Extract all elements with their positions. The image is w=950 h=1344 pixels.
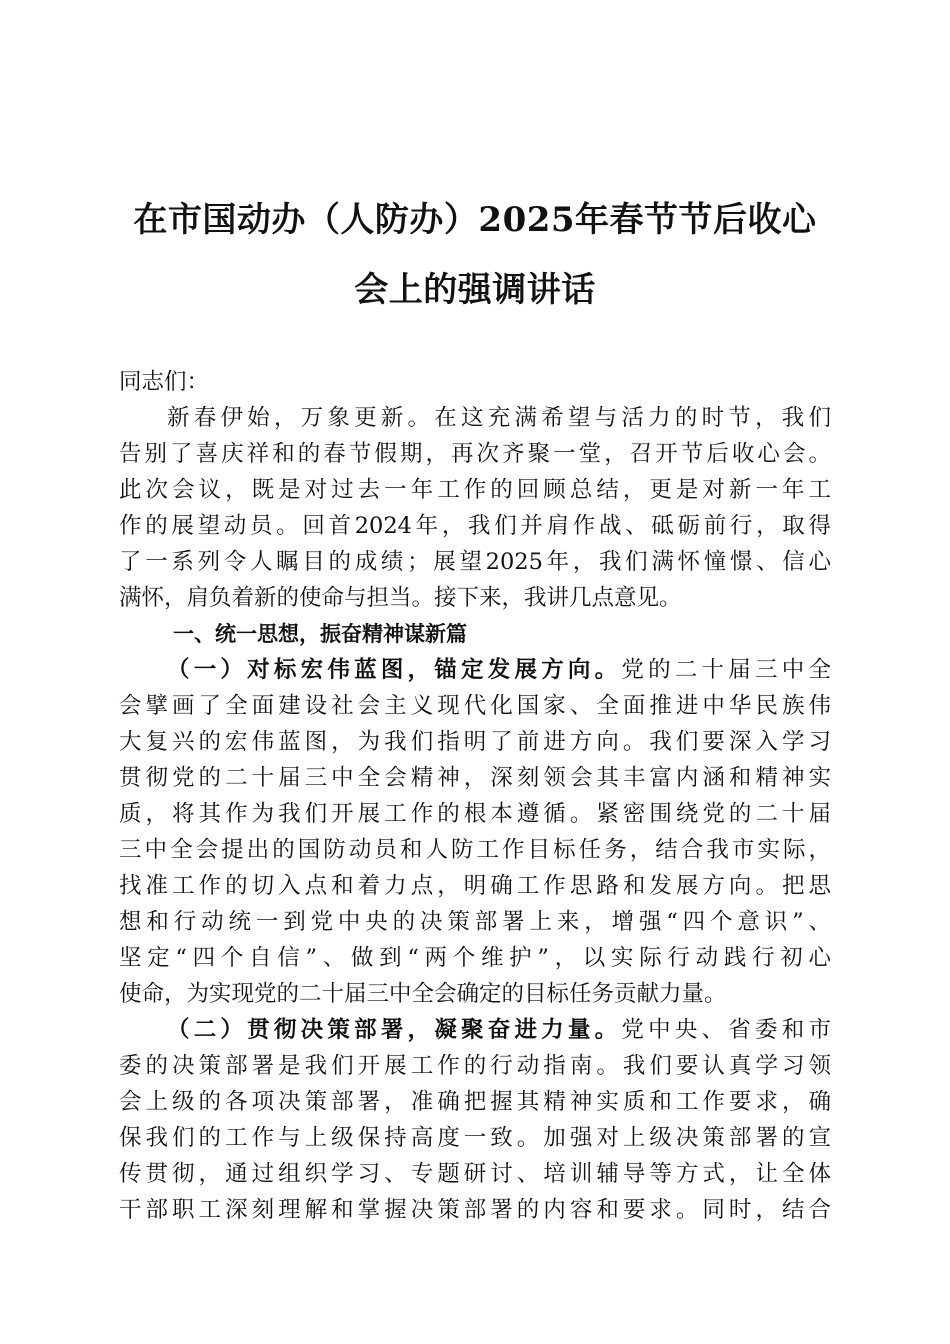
document-title-line-1: 在市国动办（人防办）2025年春节节后收心 xyxy=(133,200,817,240)
intro-line: 了一系列令人瞩目的成绩；展望2025年，我们满怀憧憬、信心 xyxy=(119,549,831,575)
intro-line: 此次会议，既是对过去一年工作的回顾总结，更是对新一年工 xyxy=(119,477,831,503)
paragraph-line: 干部职工深刻理解和掌握决策部署的内容和要求。同时，结合 xyxy=(119,1197,831,1223)
paragraph-line: 会擘画了全面建设社会主义现代化国家、全面推进中华民族伟 xyxy=(119,693,831,719)
paragraph-lead: （一）对标宏伟蓝图，锚定发展方向。 xyxy=(167,657,622,683)
document-title-line-2: 会上的强调讲话 xyxy=(354,270,596,310)
paragraph-line: 找准工作的切入点和着力点，明确工作思路和发展方向。把思 xyxy=(119,873,831,899)
section-heading: 一、统一思想，振奋精神谋新篇 xyxy=(173,622,467,646)
paragraph-line: 质，将其作为我们开展工作的根本遵循。紧密围绕党的二十届 xyxy=(119,801,831,827)
paragraph-line: 坚定“四个自信”、做到“两个维护”，以实际行动践行初心 xyxy=(119,945,831,971)
paragraph-line: 保我们的工作与上级保持高度一致。加强对上级决策部署的宣 xyxy=(119,1125,831,1151)
paragraph-line: 使命，为实现党的二十届三中全会确定的目标任务贡献力量。 xyxy=(119,981,727,1007)
paragraph-lead: （二）贯彻决策部署，凝聚奋进力量。 xyxy=(167,1017,622,1043)
paragraph-line: 大复兴的宏伟蓝图，为我们指明了前进方向。我们要深入学习 xyxy=(119,729,831,755)
paragraph-text: 党的二十届三中全 xyxy=(621,657,831,683)
paragraph-text: 党中央、省委和市 xyxy=(621,1017,831,1043)
paragraph-line: 委的决策部署是我们开展工作的行动指南。我们要认真学习领 xyxy=(119,1053,831,1079)
paragraph-first-line xyxy=(167,652,831,688)
paragraph-line: 想和行动统一到党中央的决策部署上来，增强“四个意识”、 xyxy=(119,909,831,935)
intro-line: 满怀，肩负着新的使命与担当。接下来，我讲几点意见。 xyxy=(119,585,682,611)
greeting: 同志们： xyxy=(119,369,210,395)
paragraph-line: 会上级的各项决策部署，准确把握其精神实质和工作要求，确 xyxy=(119,1089,831,1115)
intro-line: 新春伊始，万象更新。在这充满希望与活力的时节，我们 xyxy=(167,405,831,431)
paragraph-line: 贯彻党的二十届三中全会精神，深刻领会其丰富内涵和精神实 xyxy=(119,765,831,791)
paragraph-line: 三中全会提出的国防动员和人防工作目标任务，结合我市实际， xyxy=(119,837,831,863)
intro-line: 告别了喜庆祥和的春节假期，再次齐聚一堂，召开节后收心会。 xyxy=(119,441,831,467)
intro-line: 作的展望动员。回首2024年，我们并肩作战、砥砺前行，取得 xyxy=(119,513,831,539)
paragraph-line: 传贯彻，通过组织学习、专题研讨、培训辅导等方式，让全体 xyxy=(119,1161,831,1187)
paragraph-first-line xyxy=(167,1012,831,1048)
